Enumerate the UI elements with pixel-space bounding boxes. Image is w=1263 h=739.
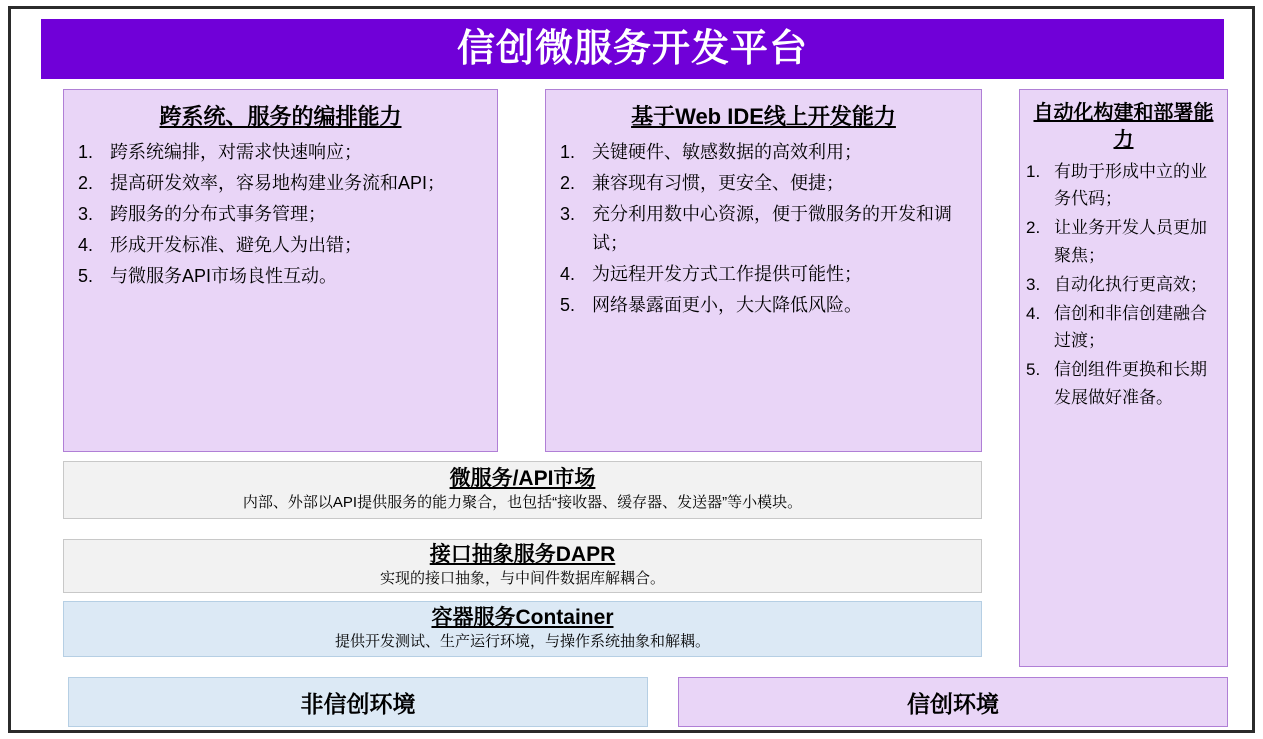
list-item: 充分利用数中心资源，便于微服务的开发和调试； xyxy=(592,204,952,254)
layer-dapr-subtitle: 实现的接口抽象，与中间件数据库解耦合。 xyxy=(379,570,665,588)
list-item: 自动化执行更高效； xyxy=(1054,274,1207,294)
footer-xinchuang-label: 信创环境 xyxy=(907,690,999,717)
panel-automation-heading: 自动化构建和部署能力 xyxy=(1033,102,1214,151)
panel-orchestration-heading: 跨系统、服务的编排能力 xyxy=(159,104,402,129)
layer-container xyxy=(63,601,982,657)
list-item: 让业务开发人员更加聚焦； xyxy=(1054,218,1207,265)
layer-dapr-title: 接口抽象服务DAPR xyxy=(429,543,616,567)
layer-api-market-title: 微服务/API市场 xyxy=(449,467,596,491)
list-item: 信创组件更换和长期发展做好准备。 xyxy=(1054,360,1207,407)
list-item: 与微服务API市场良性互动。 xyxy=(110,266,338,287)
panel-orchestration xyxy=(63,89,498,452)
layer-container-title: 容器服务Container xyxy=(431,606,614,630)
layer-api-market xyxy=(63,461,982,519)
page-title: 信创微服务开发平台 xyxy=(456,28,808,70)
panel-automation-list xyxy=(1020,158,1227,411)
panel-web-ide-heading: 基于Web IDE线上开发能力 xyxy=(631,104,896,129)
diagram-frame xyxy=(8,6,1255,733)
panel-web-ide-list xyxy=(546,138,981,321)
list-item: 有助于形成中立的业务代码； xyxy=(1054,162,1207,209)
list-item: 形成开发标准、避免人为出错； xyxy=(110,235,362,256)
list-item: 关键硬件、敏感数据的高效利用； xyxy=(592,141,862,162)
footer-non-xinchuang-label: 非信创环境 xyxy=(300,690,416,717)
panel-orchestration-list xyxy=(64,138,497,292)
list-item: 跨服务的分布式事务管理； xyxy=(110,204,326,224)
list-item: 信创和非信创建融合过渡； xyxy=(1054,303,1207,351)
list-item: 跨系统编排，对需求快速响应； xyxy=(110,141,362,162)
list-item: 提高研发效率，容易地构建业务流和API； xyxy=(110,172,446,193)
layer-dapr xyxy=(63,539,982,593)
footer-non-xinchuang-environment xyxy=(68,677,648,727)
page-title-bar xyxy=(41,19,1224,79)
list-item: 兼容现有习惯，更安全、便捷； xyxy=(592,172,844,193)
list-item: 网络暴露面更小，大大降低风险。 xyxy=(592,295,862,316)
footer-xinchuang-environment xyxy=(678,677,1228,727)
panel-automation xyxy=(1019,89,1228,667)
list-item: 为远程开发方式工作提供可能性； xyxy=(592,264,862,285)
layer-api-market-subtitle: 内部、外部以API提供服务的能力聚合，也包括“接收器、缓存器、发送器”等小模块。 xyxy=(242,494,803,512)
layer-container-subtitle: 提供开发测试、生产运行环境，与操作系统抽象和解耦。 xyxy=(334,633,710,651)
panel-web-ide xyxy=(545,89,982,452)
